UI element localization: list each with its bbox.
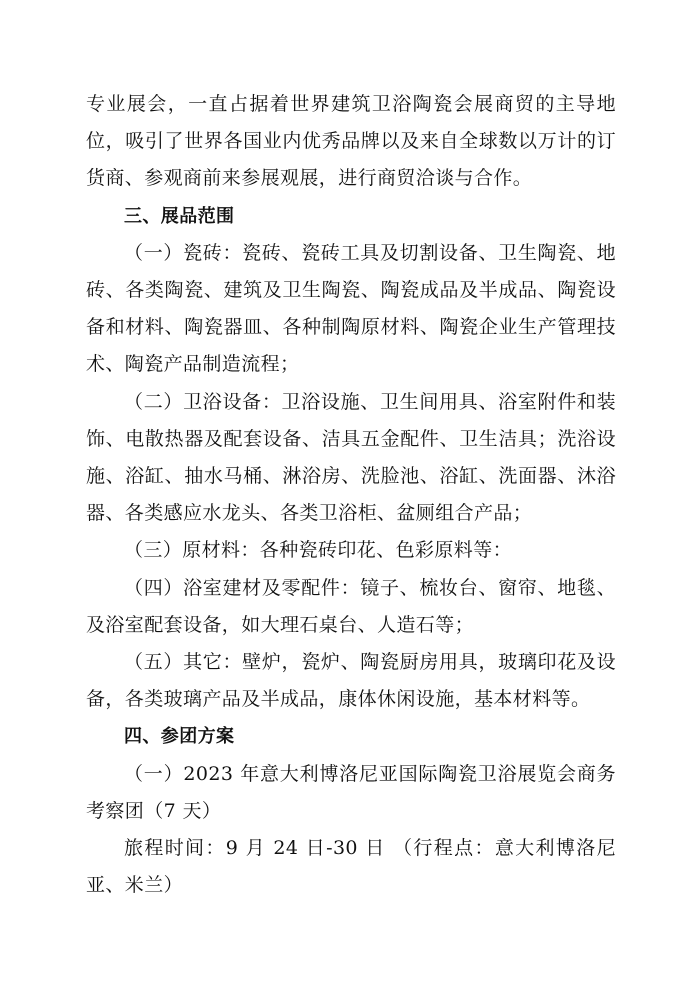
paragraph-scope-raw-materials: （三）原材料：各种瓷砖印花、色彩原料等： — [124, 539, 513, 562]
paragraph-scope-tiles: （一）瓷砖：瓷砖、瓷砖工具及切割设备、卫生陶瓷、地砖、各类陶瓷、建筑及卫生陶瓷、陶瓷成品及半成品、陶瓷设备和材料、陶瓷器皿、各种制陶原材料、陶瓷企业生产管理技术、陶瓷产品制造流程； — [86, 241, 616, 376]
section-heading-group-plan: 四、参团方案 — [124, 726, 235, 748]
paragraph-scope-bathroom-materials: （四）浴室建材及零配件：镜子、梳妆台、窗帘、地毯、及浴室配套设备，如大理石桌台、人造石等； — [86, 576, 616, 636]
paragraph-plan-bologna: （一）2023 年意大利博洛尼亚国际陶瓷卫浴展览会商务考察团（7 天） — [86, 762, 616, 822]
section-heading-exhibit-scope: 三、展品范围 — [124, 205, 235, 227]
paragraph-plan-schedule: 旅程时间：9 月 24 日-30 日 （行程点：意大利博洛尼亚、米兰） — [86, 837, 616, 897]
document-page — [86, 86, 616, 904]
paragraph-scope-others: （五）其它：壁炉，瓷炉、陶瓷厨房用具，玻璃印花及设备，各类玻璃产品及半成品，康体休闲设施，基本材料等。 — [86, 651, 616, 711]
paragraph-intro-continuation: 专业展会，一直占据着世界建筑卫浴陶瓷会展商贸的主导地位，吸引了世界各国业内优秀品牌以及来自全球数以万计的订货商、参观商前来参展观展，进行商贸洽谈与合作。 — [86, 93, 616, 190]
paragraph-scope-sanitary: （二）卫浴设备：卫浴设施、卫生间用具、浴室附件和装饰、电散热器及配套设备、洁具五金配件、卫生洁具；洗浴设施、浴缸、抽水马桶、淋浴房、洗脸池、浴缸、洗面器、沐浴器、各类感应水龙头、各类卫浴柜、盆厕组合产品； — [86, 390, 616, 525]
